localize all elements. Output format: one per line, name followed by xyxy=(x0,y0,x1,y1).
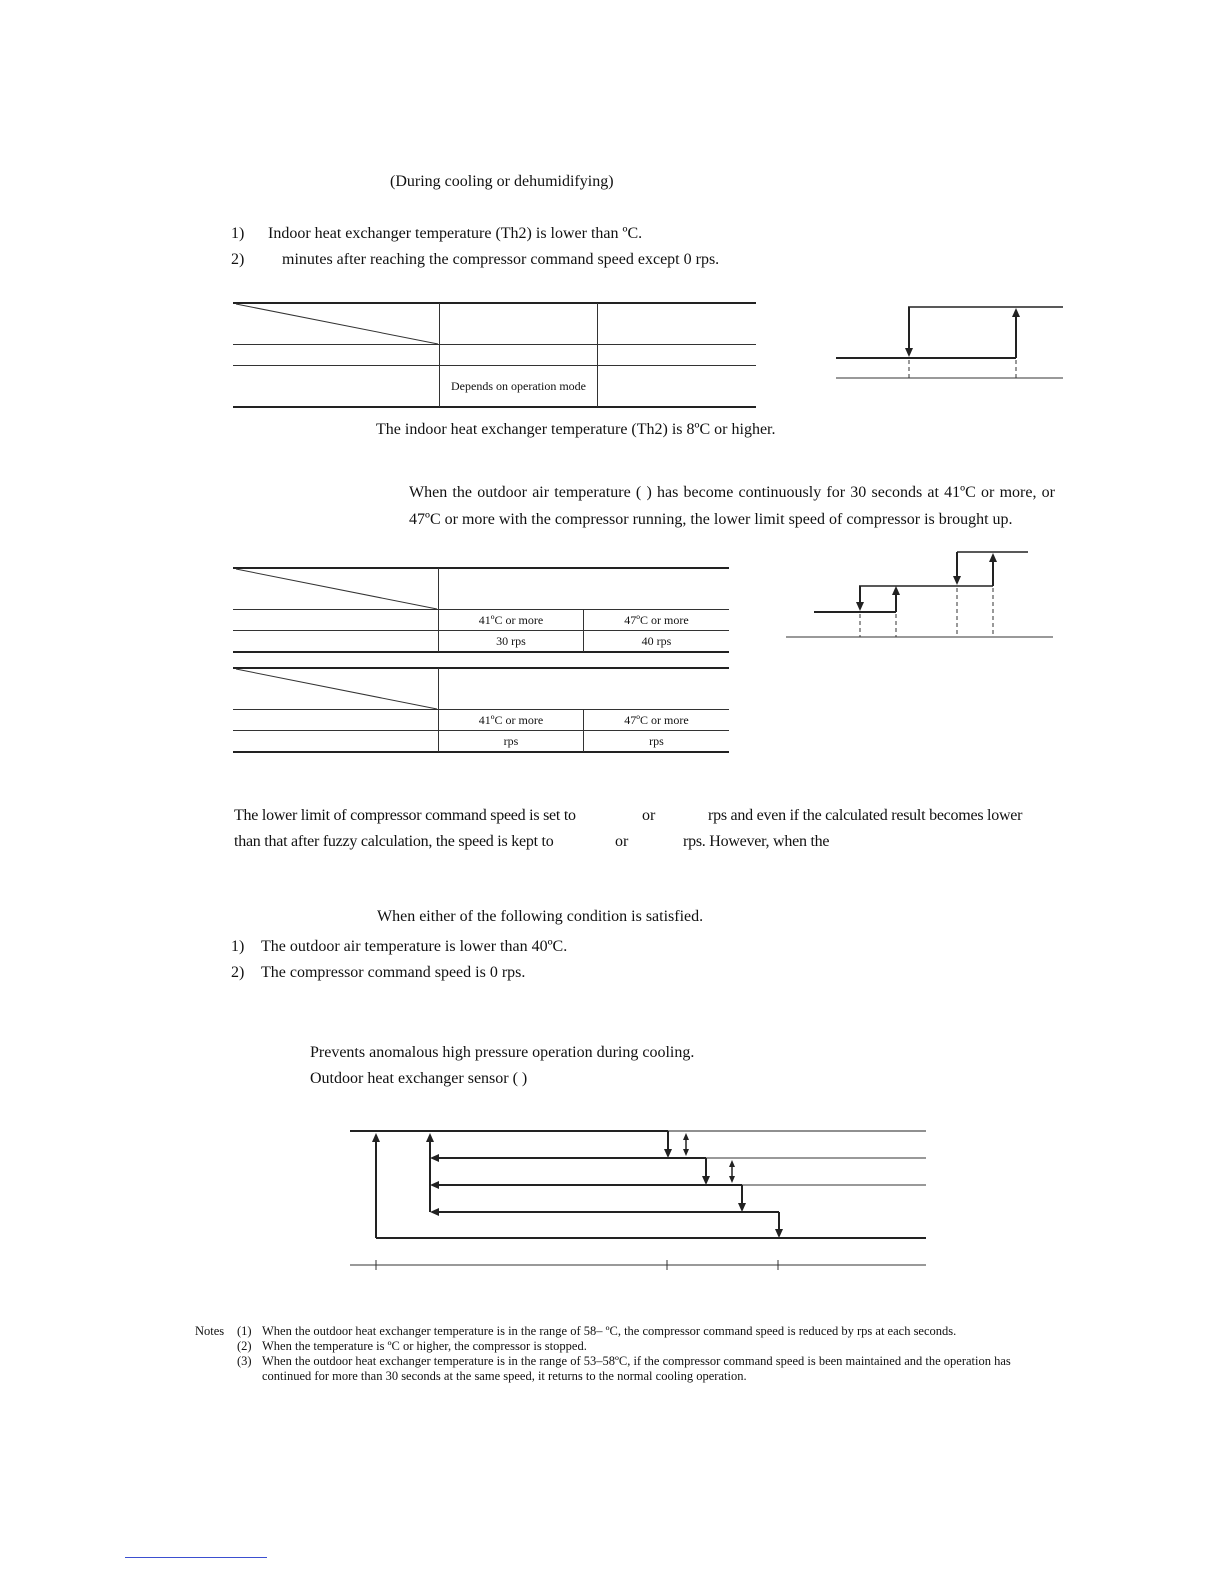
note-2-number: (2) xyxy=(237,1339,252,1353)
footer-rule xyxy=(125,1557,267,1558)
table-top-rule xyxy=(233,567,729,569)
table-rule xyxy=(233,609,729,610)
note-3-number: (3) xyxy=(237,1354,252,1368)
table-rule xyxy=(233,709,729,710)
notes-label: Notes xyxy=(195,1324,225,1338)
table-rule xyxy=(233,730,729,731)
reset-intro: When either of the following condition is satisfied. xyxy=(377,908,704,925)
table-header-47c: 47ºC or more xyxy=(624,713,689,727)
note-2-text: When the temperature is ºC or higher, the compressor is stopped. xyxy=(262,1339,587,1353)
table-header-41c: 41ºC or more xyxy=(478,713,544,727)
table-bottom-rule xyxy=(233,406,756,408)
high-pressure-control-diagram xyxy=(0,0,1,1)
condition-1-text: Indoor heat exchanger temperature (Th2) is lower than ºC. xyxy=(268,225,643,242)
sensor-text: Outdoor heat exchanger sensor ( ) xyxy=(310,1070,528,1087)
reset-condition-1-number: 1) xyxy=(231,938,245,955)
condition-2-text: minutes after reaching the compressor command speed except 0 rps. xyxy=(282,251,720,268)
table-column-divider xyxy=(597,303,598,407)
lower-limit-line1-a: The lower limit of compressor command speed is set to xyxy=(234,807,576,824)
lower-limit-line1-b: rps and even if the calculated result becomes lower xyxy=(708,807,1023,824)
note-1-number: (1) xyxy=(237,1324,252,1338)
reset-condition-2-number: 2) xyxy=(231,964,245,981)
reset-condition-text: The indoor heat exchanger temperature (Th2) is 8ºC or higher. xyxy=(376,421,776,438)
table-value-rps: rps xyxy=(649,734,664,748)
table-top-rule xyxy=(233,667,729,669)
table-value-40rps: 40 rps xyxy=(641,634,672,648)
table-header-41c: 41ºC or more xyxy=(478,613,544,627)
section1-heading: (During cooling or dehumidifying) xyxy=(390,173,614,190)
table-rule xyxy=(233,630,729,631)
table-rule xyxy=(233,344,756,345)
reset-condition-1-text: The outdoor air temperature is lower than 40ºC. xyxy=(261,938,568,955)
lower-limit-line2-b: rps. However, when the xyxy=(683,833,830,850)
reset-condition-2-text: The compressor command speed is 0 rps. xyxy=(261,964,526,981)
table-top-rule xyxy=(233,302,756,304)
lower-limit-line1-or: or xyxy=(642,807,656,824)
lower-limit-line2-a: than that after fuzzy calculation, the speed is kept to xyxy=(234,833,554,850)
table-bottom-rule xyxy=(233,651,729,653)
lower-limit-line2-or: or xyxy=(615,833,629,850)
table-rule xyxy=(233,365,756,366)
condition-2-number: 2) xyxy=(231,251,245,268)
table-bottom-rule xyxy=(233,751,729,753)
table-cell-operation-mode: Depends on operation mode xyxy=(451,379,586,393)
outdoor-temp-paragraph: When the outdoor air temperature ( ) has become continuously for 30 seconds at 41ºC or more, or 47ºC or more with the compressor running, the lower limit speed of compressor is brought up. xyxy=(409,484,1055,528)
note-3-text-line2: continued for more than 30 seconds at the same speed, it returns to the normal cooling operation. xyxy=(262,1369,747,1383)
table-value-30rps: 30 rps xyxy=(496,634,526,648)
note-3-text-line1: When the outdoor heat exchanger temperature is in the range of 53–58ºC, if the compressor command speed is been maintained and the operation has xyxy=(262,1354,1011,1368)
note-1-text: When the outdoor heat exchanger temperature is in the range of 58– ºC, the compressor command speed is reduced by rps at each seconds. xyxy=(262,1324,957,1338)
table-header-47c: 47ºC or more xyxy=(624,613,689,627)
purpose-text: Prevents anomalous high pressure operation during cooling. xyxy=(310,1044,695,1061)
condition-1-number: 1) xyxy=(231,225,245,242)
table-value-rps: rps xyxy=(503,734,519,748)
